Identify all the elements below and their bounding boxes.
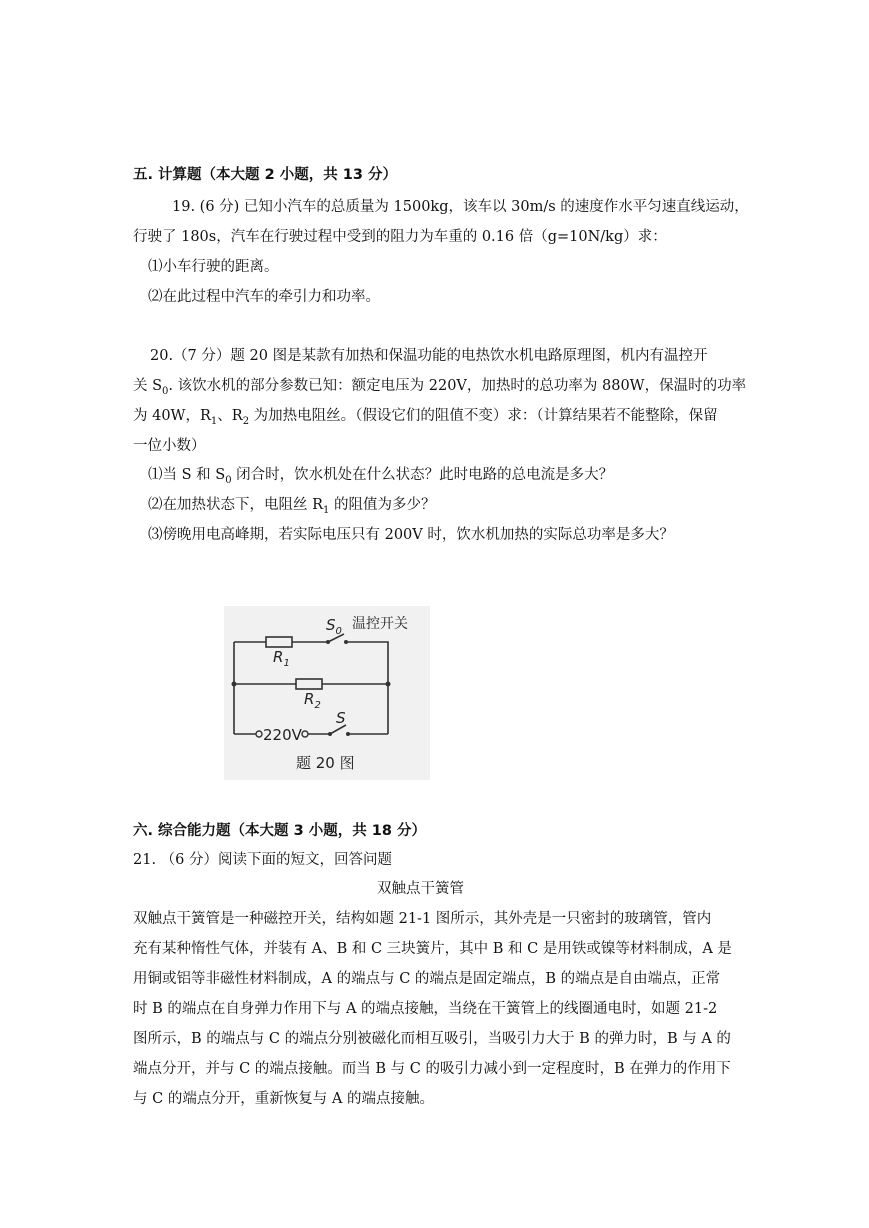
resistor-r1 <box>266 637 292 647</box>
switch-s0-pivot <box>326 640 330 644</box>
junction-right <box>386 682 391 687</box>
q21-paragraph-line-4: 时 B 的端点在自身弹力作用下与 A 的端点接触，当绕在干簧管上的线圈通电时，如题 21-2 <box>133 1001 718 1017</box>
q21-paragraph-line-7: 与 C 的端点分开，重新恢复与 A 的端点接触。 <box>133 1091 435 1107</box>
q19-sub-1: ⑴小车行驶的距离。 <box>148 259 279 275</box>
q20-line-3: 为 40W，$R_1$、$R_2$ 为加热电阻丝。（假设它们的阻值不变）求：（计算结果若不能整除，保留 <box>133 408 718 427</box>
q19-line-2: 行驶了 180s，汽车在行驶过程中受到的阻力为车重的 0.16 倍（g=10N/kg）求： <box>133 229 667 245</box>
q20-line-1: 20.（7 分）题 20 图是某款有加热和保温功能的电热饮水机电路原理图，机内有温控开 <box>150 348 708 364</box>
junction-left <box>232 682 237 687</box>
q21-passage-title: 双触点干簧管 <box>377 881 464 897</box>
voltage-label: 220V <box>263 726 302 744</box>
switch-s-contact <box>346 732 350 736</box>
circuit-diagram-figure <box>224 606 430 780</box>
q21-paragraph-line-1: 双触点干簧管是一种磁控开关，结构如题 21-1 图所示，其外壳是一只密封的玻璃管，管内 <box>133 911 712 927</box>
terminal-right <box>302 731 308 737</box>
q20-sub-1: ⑴当 S 和 $S_0$ 闭合时，饮水机处在什么状态？此时电路的总电流是多大？ <box>148 467 614 486</box>
q19-line-1: 19. (6 分) 已知小汽车的总质量为 1500kg，该车以 30m/s 的速度作水平匀速直线运动， <box>172 199 749 215</box>
switch-s0-contact <box>344 640 348 644</box>
terminal-left <box>256 731 262 737</box>
q19-sub-2: ⑵在此过程中汽车的牵引力和功率。 <box>148 289 380 305</box>
s-label: S <box>336 709 346 727</box>
figure-caption: 题 20 图 <box>296 754 355 772</box>
q20-sub-3: ⑶傍晚用电高峰期，若实际电压只有 200V 时，饮水机加热的实际总功率是多大？ <box>148 527 674 543</box>
s0-label: $S_0$ <box>326 616 342 637</box>
q20-sub-2: ⑵在加热状态下，电阻丝 $R_1$ 的阻值为多少？ <box>148 497 436 516</box>
q21-paragraph-line-2: 充有某种惰性气体，并装有 A、B 和 C 三块簧片，其中 B 和 C 是用铁或镍等材料制成，A 是 <box>133 941 732 957</box>
q20-line-4: 一位小数） <box>133 438 206 454</box>
middle-wire-right <box>322 684 388 734</box>
q21-intro: 21. （6 分）阅读下面的短文，回答问题 <box>133 852 393 868</box>
circuit-diagram <box>224 606 430 780</box>
r2-label: $R_2$ <box>304 690 321 711</box>
section-5-heading: 五. 计算题（本大题 2 小题，共 13 分） <box>133 167 398 183</box>
r1-label: $R_1$ <box>273 648 290 669</box>
q21-paragraph-line-6: 端点分开，并与 C 的端点接触。而当 B 与 C 的吸引力减小到一定程度时，B 在弹力的作用下 <box>133 1061 731 1077</box>
q21-paragraph-line-5: 图所示，B 的端点与 C 的端点分别被磁化而相互吸引，当吸引力大于 B 的弹力时，B 与 A 的 <box>133 1031 731 1047</box>
top-wire-right <box>346 642 388 684</box>
thermostat-label: 温控开关 <box>352 616 408 632</box>
section-6-heading: 六. 综合能力题（本大题 3 小题，共 18 分） <box>133 823 427 839</box>
resistor-r2 <box>296 679 322 689</box>
q20-line-2: 关 $S_0$. 该饮水机的部分参数已知：额定电压为 220V，加热时的总功率为 880W，保温时的功率 <box>133 378 747 397</box>
q21-paragraph-line-3: 用铜或铝等非磁性材料制成，A 的端点与 C 的端点是固定端点，B 的端点是自由端点，正常 <box>133 971 721 987</box>
switch-s-pivot <box>328 732 332 736</box>
